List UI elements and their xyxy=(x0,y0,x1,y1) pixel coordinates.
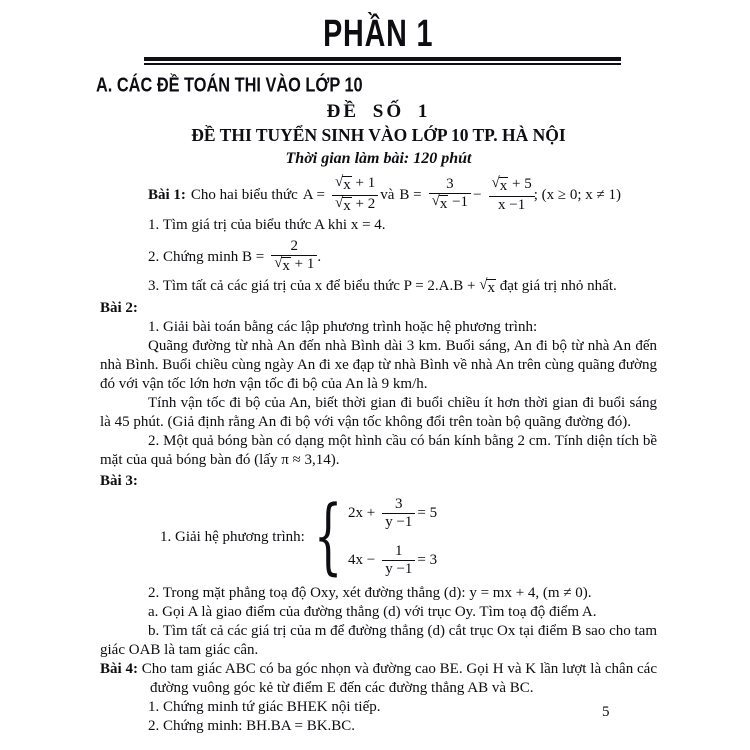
problem-3-item-1-text: 1. Giải hệ phương trình: xyxy=(160,528,305,545)
problem-1-item-2 xyxy=(100,237,657,277)
eq1-rhs: = 5 xyxy=(417,505,438,522)
fraction-B1-numerator: 3 xyxy=(446,176,454,193)
radical-sign: √ xyxy=(335,174,344,191)
fraction-B1 xyxy=(429,176,471,213)
radical-sign: √ xyxy=(491,175,500,192)
sqrt-radical xyxy=(335,194,352,215)
problem-1-item-2-text: 2. Chứng minh B = xyxy=(148,248,265,265)
section-heading: A. CÁC ĐỀ TOÁN THI VÀO LỚP 10 xyxy=(96,74,363,97)
double-rule-divider xyxy=(144,57,621,65)
problem-3-item-2: 2. Trong mặt phẳng toạ độ Oxy, xét đường thẳng (d): y = mx + 4, (m ≠ 0). xyxy=(148,585,592,602)
radicand: x xyxy=(499,178,508,195)
period: . xyxy=(317,248,322,265)
eq1-lhs: 2x + xyxy=(347,505,376,522)
eq2-fraction-denominator: y −1 xyxy=(382,560,415,578)
problem-1-label: Bài 1: xyxy=(148,186,186,203)
problem-1-item-1: 1. Tìm giá trị của biểu thức A khi x = 4. xyxy=(148,217,386,233)
radical-sign: √ xyxy=(479,277,488,293)
exam-duration: Thời gian làm bài: 120 phút xyxy=(285,150,472,167)
exam-title-heading: ĐỀ THI TUYỂN SINH VÀO LỚP 10 TP. HÀ NỘI xyxy=(191,125,566,145)
fraction-B2 xyxy=(489,176,535,213)
problem-4-intro: Cho tam giác ABC có ba góc nhọn và đường cao BE. Gọi H và K lần lượt là chân các đường vuông góc kẻ từ điểm E đến các đường thẳng AB và BC. xyxy=(141,661,657,697)
part-title xyxy=(100,14,657,54)
exam-number-heading: ĐỀ SỐ 1 xyxy=(326,101,431,122)
part-title-text: PHẦN 1 xyxy=(323,12,434,55)
problem-2-item-1: 1. Giải bài toán bằng các lập phương trình hoặc hệ phương trình: xyxy=(148,319,538,336)
fraction-item2-denominator: √ x + 1 xyxy=(271,255,317,275)
problem-4-item-2: 2. Chứng minh: BH.BA = BK.BC. xyxy=(148,718,356,735)
fraction-item2 xyxy=(271,238,317,275)
and-word: và xyxy=(380,186,395,203)
system-brace: { xyxy=(313,489,343,585)
radical-sign: √ xyxy=(431,193,440,210)
minus-sign: − xyxy=(473,186,482,203)
formula-B-lhs: B = xyxy=(399,186,422,203)
problem-1-intro: Cho hai biểu thức xyxy=(190,186,298,203)
problem-3-item-2a: a. Gọi A là giao điểm của đường thẳng (d) với trục Oy. Tìm toạ độ điểm A. xyxy=(148,604,597,621)
eq2-fraction xyxy=(382,543,415,578)
eq1-fraction-denominator: y −1 xyxy=(382,513,415,531)
radical-sign: √ xyxy=(335,194,344,211)
radicand: x xyxy=(487,280,495,296)
problem-1-item-3: 3. Tìm tất cả các giá trị của x để biểu thức P = 2.A.B + √ x đạt giá trị nhỏ nhất. xyxy=(148,277,617,296)
system-equations xyxy=(348,496,442,578)
page-content xyxy=(96,12,657,736)
problem-3-label: Bài 3: xyxy=(100,473,138,490)
sqrt-radical xyxy=(432,195,449,213)
sqrt-radical xyxy=(335,176,352,194)
fraction-B2-denominator: x −1 xyxy=(489,196,535,214)
fraction-item2-numerator: 2 xyxy=(290,238,299,255)
radicand: x xyxy=(343,197,351,214)
problem-2-paragraph-1: Quãng đường từ nhà An đến nhà Bình dài 3 km. Buổi sáng, An đi bộ từ nhà An đến nhà Bình. Buổi chiều cùng ngày An đi xe đạp từ nhà Bình về nhà An trên cùng quãng đường đó với vận tốc lớn hơn vận tốc đi bộ của An là 9 km/h. xyxy=(100,338,657,393)
system-equation-2 xyxy=(348,543,442,578)
sqrt-radical xyxy=(479,279,496,297)
problem-2-item-2: 2. Một quả bóng bàn có dạng một hình cầu có bán kính bằng 2 cm. Tính diện tích bề mặt của quả bóng bàn đó (lấy π ≈ 3,14). xyxy=(100,433,657,469)
page-number: 5 xyxy=(602,704,610,720)
eq2-fraction-numerator: 1 xyxy=(395,543,403,560)
fraction-A xyxy=(332,175,378,215)
problem-4-item-1: 1. Chứng minh tứ giác BHEK nội tiếp. xyxy=(148,699,381,716)
eq2-rhs: = 3 xyxy=(417,552,438,569)
sqrt-radical xyxy=(274,257,291,275)
fraction-B1-denominator: √ x −1 xyxy=(429,193,471,213)
radicand: x xyxy=(282,258,290,275)
formula-A-lhs: A = xyxy=(302,186,326,203)
problem-4-statement xyxy=(100,660,657,698)
radicand: x xyxy=(343,177,351,194)
fraction-B2-numerator: √ x + 5 xyxy=(491,175,532,195)
fraction-A-numerator: √ x + 1 xyxy=(335,174,376,194)
fraction-A-denominator: √ x + 2 xyxy=(332,195,378,215)
sqrt-radical xyxy=(492,177,509,195)
problem-1-statement xyxy=(100,174,657,216)
radicand: x xyxy=(439,196,448,213)
eq1-fraction-numerator: 3 xyxy=(395,496,403,513)
problem-2-label: Bài 2: xyxy=(100,300,138,317)
problem-2-paragraph-2: Tính vận tốc đi bộ của An, biết thời gian đi buổi chiều ít hơn thời gian đi buổi sáng là 45 phút. (Giả định rằng An đi bộ với vận tốc không đổi trên toàn bộ quãng đường đó). xyxy=(100,395,657,431)
problem-4-label: Bài 4: xyxy=(100,661,138,678)
radical-sign: √ xyxy=(274,255,283,272)
problem-3-system xyxy=(160,489,657,585)
formula-condition: ; (x ≥ 0; x ≠ 1) xyxy=(533,186,622,203)
eq2-lhs: 4x − xyxy=(347,552,376,569)
eq1-fraction xyxy=(382,496,415,531)
problem-3-item-2b: b. Tìm tất cả các giá trị của m để đường thẳng (d) cắt trục Ox tại điểm B sao cho tam giác OAB là tam giác cân. xyxy=(100,623,657,659)
system-equation-1 xyxy=(348,496,442,531)
